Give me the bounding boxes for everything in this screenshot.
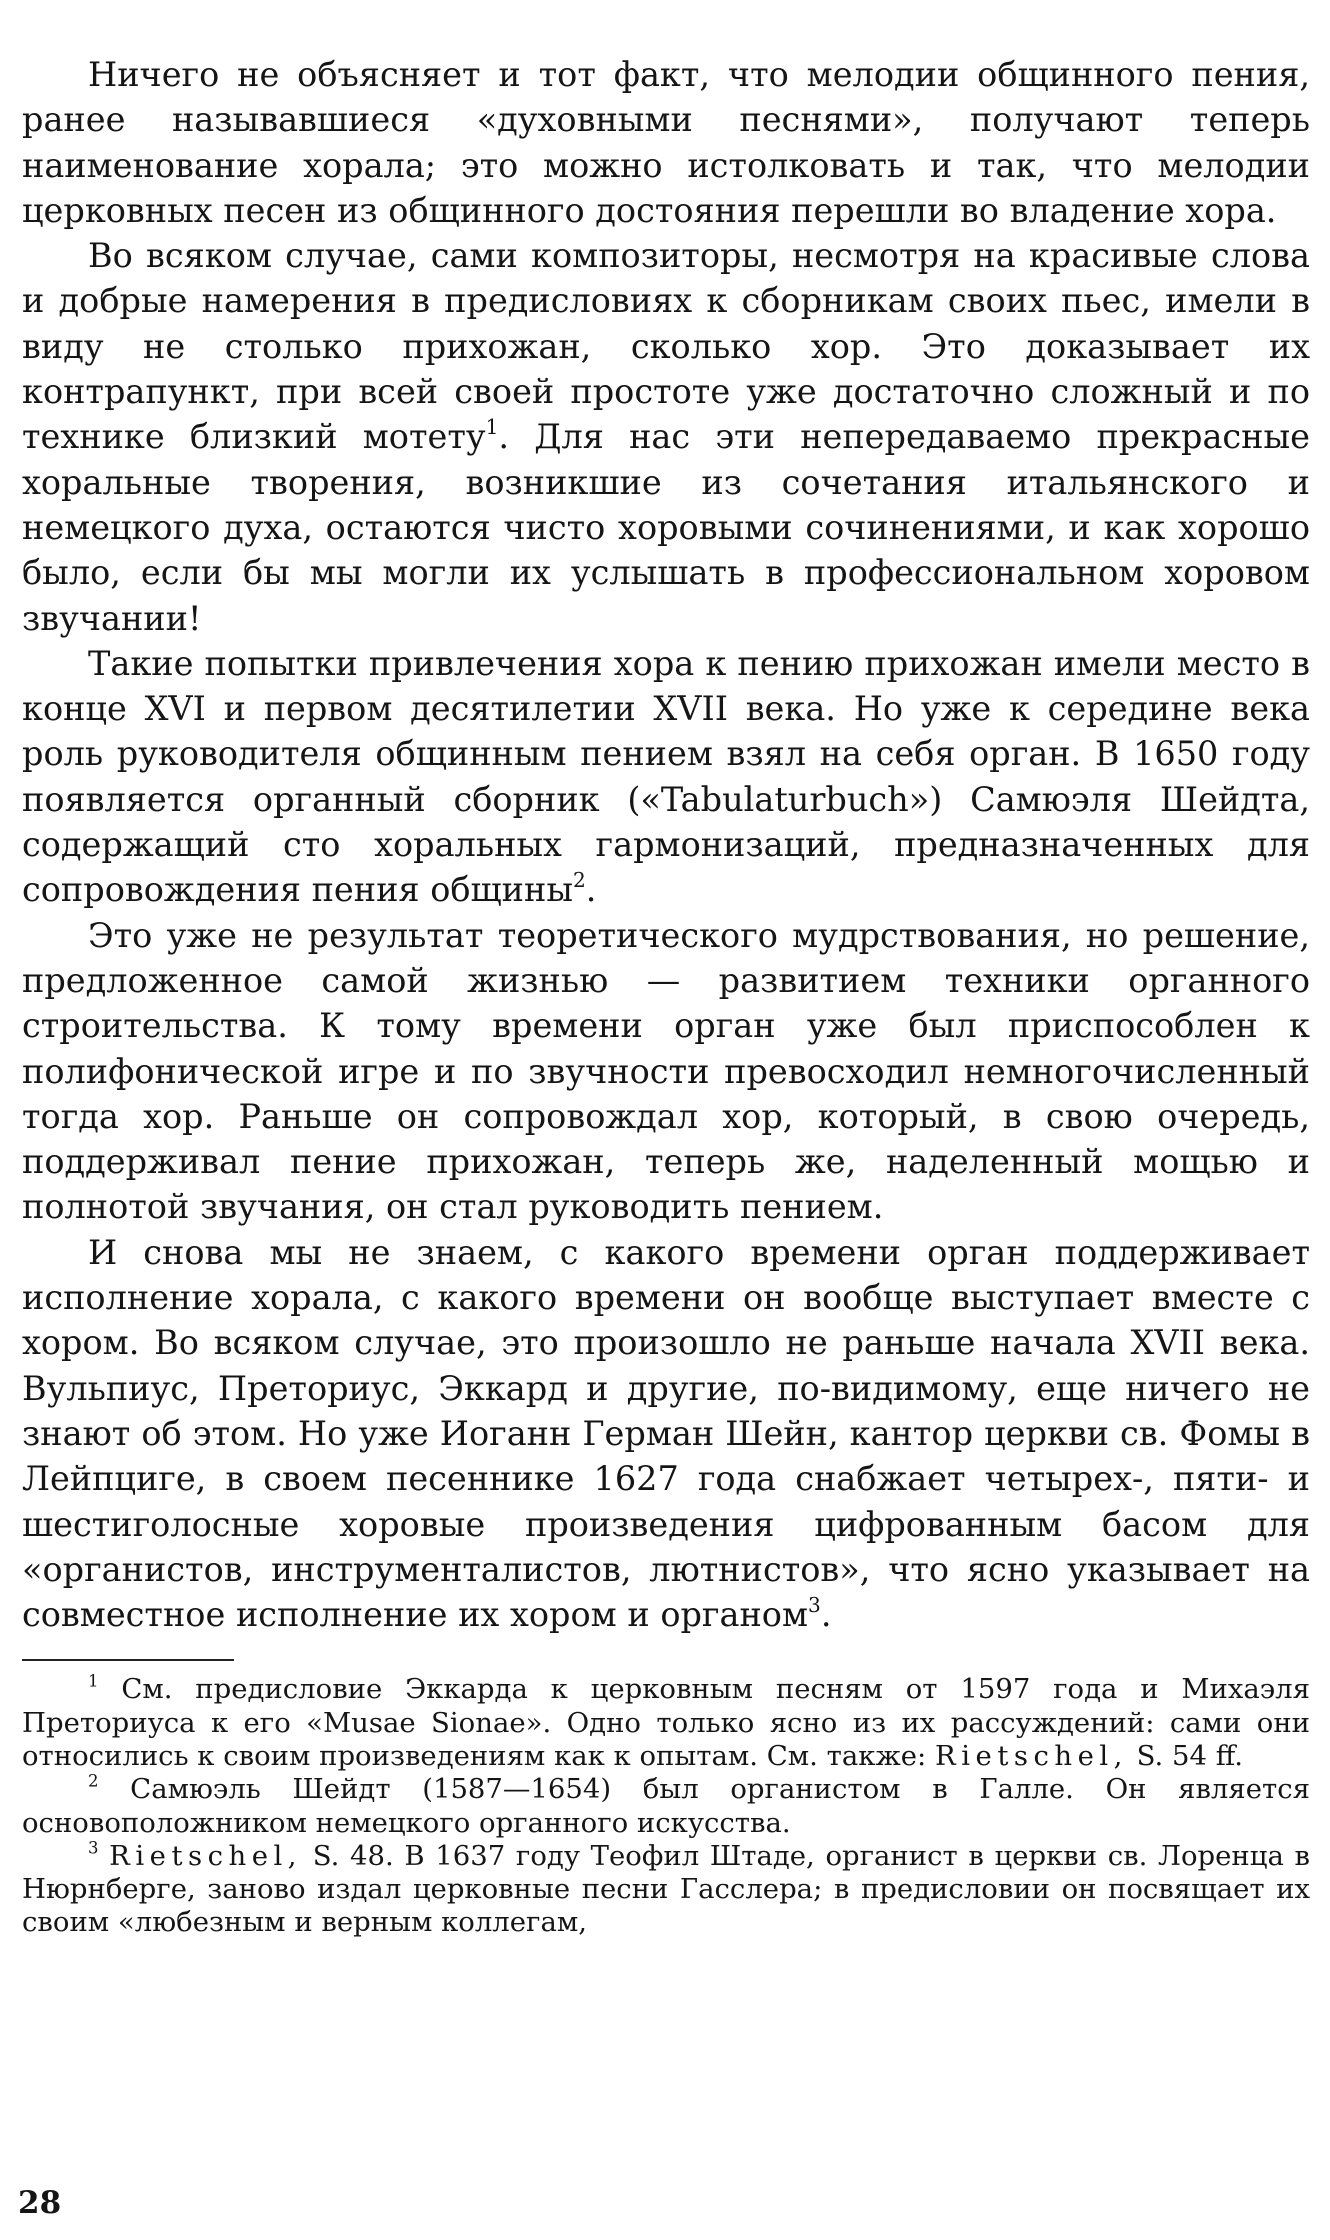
paragraph-3: Такие попытки привлечения хора к пению прихожан имели место в конце XVI и первом десятилетии XVII века. Но уже к середине века роль руководителя общинным пением взял на себя орган. В 1650 году появляется органный сборник («Tabulaturbuch») Самюэля Шейдта, содержащий сто хоральных гармонизаций, предназначенных для сопровождения пения общины$^2$. <box>22 643 1310 910</box>
footnote-separator <box>22 1659 234 1661</box>
paragraph-1: Ничего не объясняет и тот факт, что мелодии общинного пения, ранее называвшиеся «духовными песнями», получают теперь наименование хорала; это можно истолковать и так, что мелодии церковных песен из общинного достояния перешли во владение хора. <box>22 55 1310 230</box>
paragraph-2: Во всяком случае, сами композиторы, несмотря на красивые слова и добрые намерения в предисловиях к сборникам своих пьес, имели в виду не столько прихожан, сколько хор. Это доказывает их контрапункт, при всей своей простоте уже достаточно сложный и по технике близкий мотету$^1$. Для нас эти непередаваемо прекрасные хоральные творения, возникшие из сочетания итальянского и немецкого духа, остаются чисто хоровыми сочинениями, и как хорошо было, если бы мы могли их услышать в профессиональном хоровом звучании! <box>22 236 1310 638</box>
page-number: 28 <box>18 2185 62 2221</box>
footnotes <box>22 1673 1310 1939</box>
footnote-ref-1: 1 <box>485 415 499 440</box>
footnote-3: $^3$ Rietschel, S. 48. В 1637 году Теофил Штаде, органист в церкви св. Лоренца в Нюрнберге, заново издал церковные песни Гасслера; в предисловии он посвящает их своим «любезным и верным коллегам, <box>22 1838 1310 1939</box>
paragraph-4: Это уже не результат теоретического мудрствования, но решение, предложенное самой жизнью — развитием техники органного строительства. К тому времени орган уже был приспособлен к полифонической игре и по звучности превосходил немногочисленный тогда хор. Раньше он сопровождал хор, который, в свою очередь, поддерживал пение прихожан, теперь же, наделенный мощью и полнотой звучания, он стал руководить пением. <box>22 915 1310 1227</box>
footnote-2: $^2$ Самюэль Шейдт (1587—1654) был органистом в Галле. Он является основоположником немецкого органного искусства. <box>22 1771 1310 1839</box>
footnote-1: $^1$ См. предисловие Эккарда к церковным песням от 1597 года и Михаэля Преториуса к его «Musae Sionae». Одно только ясно из их рассуждений: сами они относились к своим произведениям как к опытам. См. также: Rietschel, S. 54 ff. <box>22 1671 1310 1772</box>
main-text <box>22 52 1310 1637</box>
paragraph-5: И снова мы не знаем, с какого времени орган поддерживает исполнение хорала, с какого времени он вообще выступает вместе с хором. Во всяком случае, это произошло не раньше начала XVII века. Вульпиус, Преториус, Эккард и другие, по-видимому, еще ничего не знают об этом. Но уже Иоганн Герман Шейн, кантор церкви св. Фомы в Лейпциге, в своем песеннике 1627 года снабжает четырех-, пяти- и шестиголосные хоровые произведения цифрованным басом для «органистов, инструменталистов, лютнистов», что ясно указывает на совместное исполнение их хором и органом$^3$. <box>22 1232 1310 1635</box>
footnote-ref-2: 2 <box>573 868 586 893</box>
footnote-ref-3: 3 <box>808 1593 821 1618</box>
